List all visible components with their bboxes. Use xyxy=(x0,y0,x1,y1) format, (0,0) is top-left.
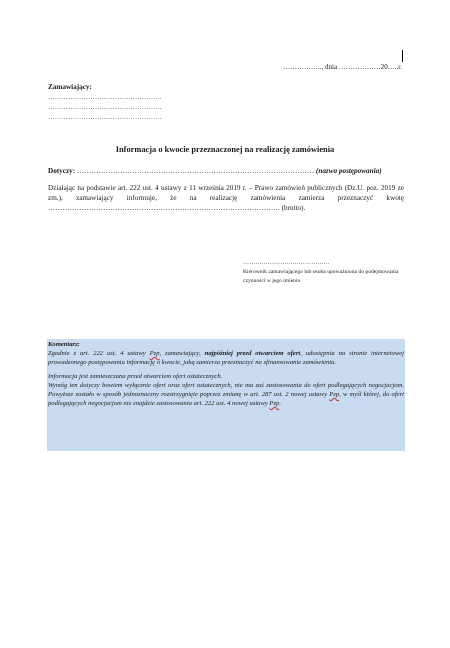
comment-paragraph-3 xyxy=(48,381,404,408)
signature-caption: Kierownik zamawiającego lub osoba upoważniona do podejmowania czynności w jego imieniu xyxy=(243,269,399,284)
comment-p1-c: , udostępnia na stronie internetowej prowadzonego postępowania informację o kwocie, jaką zamierza przeznaczyć na sfinansowanie zamówienia. xyxy=(48,350,404,366)
subject-dots: ……………………………………………………………………………………… xyxy=(76,167,315,175)
comment-p1-pzp: Pzp xyxy=(149,350,160,357)
body-paragraph: Działając na podstawie art. 222 ust. 4 ustawy z 11 września 2019 r. – Prawo zamówień publicznych (Dz.U. poz. 2019 ze zm.), zamawiający informuje, że na realizację zamówienia zamierza przeznaczyć kwotę ……………………………………………………………………………………. (brutto). xyxy=(48,184,404,212)
subject-line xyxy=(48,167,382,175)
text-cursor xyxy=(402,50,403,62)
comment-p1-b: , zamawiający, xyxy=(159,350,205,357)
date-line: …………….., dnia ………………20…..r. xyxy=(283,63,402,71)
comment-p1-a: Zgodnie z art. 222 ust. 4 ustawy xyxy=(48,350,150,357)
document-title: Informacja o kwocie przeznaczonej na realizację zamówienia xyxy=(115,145,335,154)
comment-box xyxy=(47,339,405,451)
comment-paragraph-2: Informacja jest zamieszczana przed otwarciem ofert ostatecznych. xyxy=(48,373,223,380)
signature-dots: …………………………………… xyxy=(243,260,330,266)
comment-p3-a: Wymóg ten dotyczy bowiem wyłącznie ofert oraz ofert ostatecznych, nie ma zaś zastosowania do ofert podlegających negocjacjom. Powyższe zostało w sposób jednoznaczny rozstrzygnięte poprzez zmianę w art. 287 ust. 2 nowej ustawy xyxy=(48,382,404,398)
comment-p1-strong: najpóźniej przed otwarciem ofert xyxy=(204,350,301,357)
purchaser-line-2: …………………………………………… xyxy=(48,104,162,111)
comment-paragraph-1 xyxy=(48,349,404,367)
comment-p3-pzp2: Pzp xyxy=(269,400,280,407)
comment-heading: Komentarz: xyxy=(48,341,80,348)
comment-p3-pzp: Pzp xyxy=(329,391,340,398)
purchaser-label: Zamawiający: xyxy=(48,83,92,91)
comment-p3-c: . xyxy=(279,400,281,407)
comment-p3-b: , w myśl której, do ofert podlegających negocjacjom nie znajdzie zastosowania art. 222 ust. 4 nowej ustawy xyxy=(48,391,404,407)
purchaser-line-1: …………………………………………… xyxy=(48,94,162,101)
purchaser-line-3: …………………………………………… xyxy=(48,114,162,121)
subject-hint: (nazwa postępowania) xyxy=(315,167,382,175)
subject-label: Dotyczy: xyxy=(48,167,76,175)
